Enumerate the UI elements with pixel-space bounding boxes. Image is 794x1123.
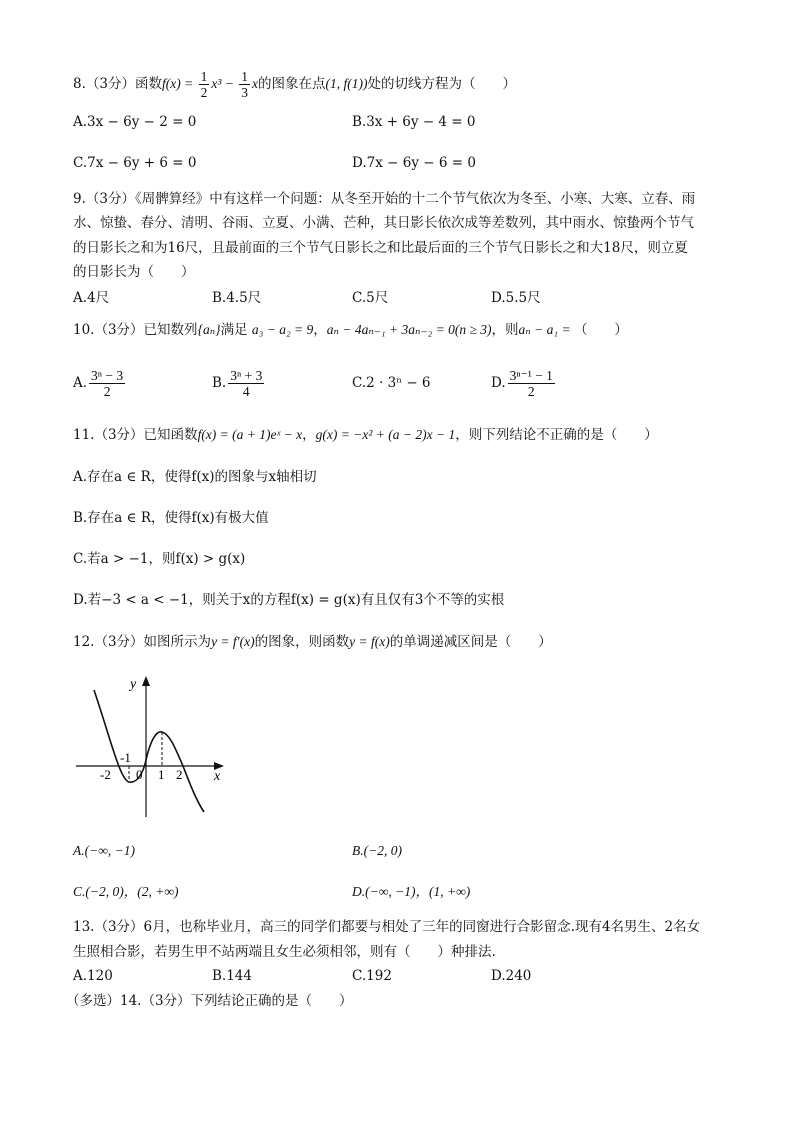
q9-stem-line-3: 的日影长之和为16尺，且最前面的三个节气日影长之和比最后面的三个节气日影长之和大18尺，则立夏 xyxy=(73,240,688,256)
q13-option-b[interactable]: B.144 xyxy=(212,968,252,984)
q10-option-c[interactable]: C.2 · 3ⁿ − 6 xyxy=(352,375,431,391)
q9-option-a[interactable]: A.4尺 xyxy=(73,290,110,306)
tick-label-2: 2 xyxy=(176,767,183,782)
q10-option-a[interactable]: A. $\frac{\text{3ⁿ − 3}}{2}$ xyxy=(73,368,124,399)
q12-option-c[interactable]: C.(−2, 0)，(2, +∞) xyxy=(73,884,179,899)
q12-option-b[interactable]: B.(−2, 0) xyxy=(352,843,402,858)
q9-stem-line-1: 9.（3分）《周髀算经》中有这样一个问题：从冬至开始的十二个节气依次为冬至、小寒、大寒、立春、雨 xyxy=(73,191,696,207)
q8-frac-1: $\frac{1}{2}$ xyxy=(200,69,208,100)
q10-stem: 10.（3分）已知数列{aₙ}满足 a₃ − a₂ = 9，aₙ − 4aₙ₋₁ + 3aₙ₋₂ = 0(n ≥ 3)，则aₙ − a₁ = （ ） xyxy=(73,322,628,338)
q11-option-a[interactable]: A.存在a ∈ R，使得f(x)的图象与x轴相切 xyxy=(73,469,317,485)
q8-frac-2: $\frac{1}{3}$ xyxy=(241,69,248,100)
q9-stem-line-4: 的日影长为（ ） xyxy=(73,264,195,280)
q13-option-a[interactable]: A.120 xyxy=(73,968,113,984)
q8-option-a[interactable]: A.3x − 6y − 2 = 0 xyxy=(73,114,197,130)
derivative-graph xyxy=(72,672,232,822)
q10-option-b[interactable]: B. $\frac{\text{3ⁿ + 3}}{4}$ xyxy=(212,368,263,399)
q9-option-b[interactable]: B.4.5尺 xyxy=(212,290,262,306)
tick-label-1: 1 xyxy=(158,767,165,782)
q12-stem: 12.（3分）如图所示为y = f′(x)的图象，则函数y = f(x)的单调递减区间是（ ） xyxy=(73,634,552,650)
y-axis-arrow xyxy=(142,676,150,686)
q11-stem: 11.（3分）已知函数f(x) = (a + 1)eˣ − x，g(x) = −x² + (a − 2)x − 1，则下列结论不正确的是（ ） xyxy=(73,427,658,443)
q14-stem: （多选）14.（3分）下列结论正确的是（ ） xyxy=(66,993,353,1009)
tick-label-minus-2: -2 xyxy=(100,767,111,782)
q9-stem-line-2: 水、惊蛰、春分、清明、谷雨、立夏、小满、芒种，其日影长依次成等差数列，其中雨水、惊蛰两个节气 xyxy=(73,215,694,231)
q13-option-d[interactable]: D.240 xyxy=(491,968,532,984)
q13-option-c[interactable]: C.192 xyxy=(352,968,392,984)
q11-option-b[interactable]: B.存在a ∈ R，使得f(x)有极大值 xyxy=(73,510,269,526)
derivative-curve xyxy=(94,690,204,812)
y-axis-label: y xyxy=(130,677,137,692)
q8-option-c[interactable]: C.7x − 6y + 6 = 0 xyxy=(73,155,197,171)
q9-option-d[interactable]: D.5.5尺 xyxy=(491,290,541,306)
tick-label-minus-1: -1 xyxy=(120,750,131,765)
q9-option-c[interactable]: C.5尺 xyxy=(352,290,389,306)
tick-label-0: 0 xyxy=(136,767,143,782)
q8-option-b[interactable]: B.3x + 6y − 4 = 0 xyxy=(352,114,476,130)
q12-option-d[interactable]: D.(−∞, −1)，(1, +∞) xyxy=(352,884,471,899)
q8-option-d[interactable]: D.7x − 6y − 6 = 0 xyxy=(352,155,476,171)
q13-stem-line-2: 生照相合影，若男生甲不站两端且女生必须相邻，则有（ ）种排法. xyxy=(73,944,496,960)
q11-option-d[interactable]: D.若−3 < a < −1，则关于x的方程f(x) = g(x)有且仅有3个不等的实根 xyxy=(73,592,505,608)
q10-option-d[interactable]: D. $\frac{\text{3ⁿ⁻¹ − 1}}{2}$ xyxy=(491,368,553,399)
q12-option-a[interactable]: A.(−∞, −1) xyxy=(73,843,135,858)
q13-stem-line-1: 13.（3分）6月，也称毕业月，高三的同学们都要与相处了三年的同窗进行合影留念.现有4名男生、2名女 xyxy=(73,919,701,935)
q8-stem: 8.（3分）函数f(x) = $\frac{1}{2}$ x³ − $\frac{1}{3}$ x的图象在点(1, f(1))处的切线方程为（ ） xyxy=(73,69,516,100)
q11-option-c[interactable]: C.若a > −1，则f(x) > g(x) xyxy=(73,551,246,567)
x-axis-label: x xyxy=(214,769,221,784)
